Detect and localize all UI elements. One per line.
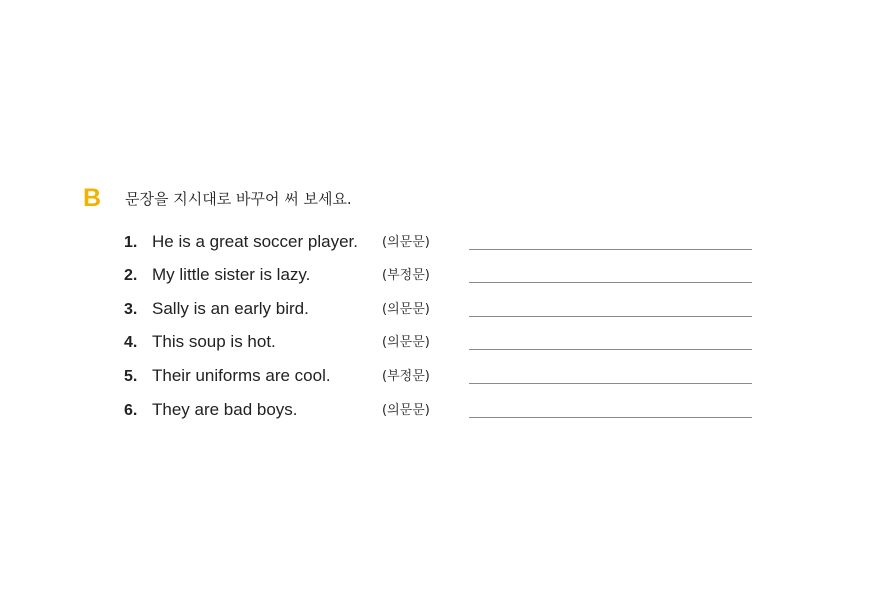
item-transform-type: (부정문) [382,369,430,384]
answer-blank-line[interactable] [469,417,752,418]
answer-blank-line[interactable] [469,383,752,384]
item-sentence: He is a great soccer player. [152,232,358,251]
item-number: 5. [124,368,138,385]
item-number: 3. [124,301,138,318]
exercise-item-3 [0,298,873,328]
exercise-item-6 [0,399,873,429]
answer-blank-line[interactable] [469,282,752,283]
item-transform-type: (의문문) [382,235,430,250]
item-sentence: Their uniforms are cool. [152,366,331,385]
item-sentence: They are bad boys. [152,400,298,419]
section-letter: B [83,184,102,212]
item-transform-type: (의문문) [382,302,430,317]
item-sentence: This soup is hot. [152,332,276,351]
answer-blank-line[interactable] [469,316,752,317]
exercise-item-2 [0,264,873,294]
exercise-item-1 [0,231,873,261]
answer-blank-line[interactable] [469,249,752,250]
item-number: 4. [124,334,138,351]
item-transform-type: (의문문) [382,335,430,350]
item-sentence: My little sister is lazy. [152,265,311,284]
item-number: 6. [124,402,138,419]
item-number: 2. [124,267,138,284]
item-sentence: Sally is an early bird. [152,299,309,318]
answer-blank-line[interactable] [469,349,752,350]
exercise-item-4 [0,331,873,361]
exercise-item-5 [0,365,873,395]
section-instruction: 문장을 지시대로 바꾸어 써 보세요. [125,190,352,208]
item-number: 1. [124,234,138,251]
item-transform-type: (의문문) [382,403,430,418]
item-transform-type: (부정문) [382,268,430,283]
